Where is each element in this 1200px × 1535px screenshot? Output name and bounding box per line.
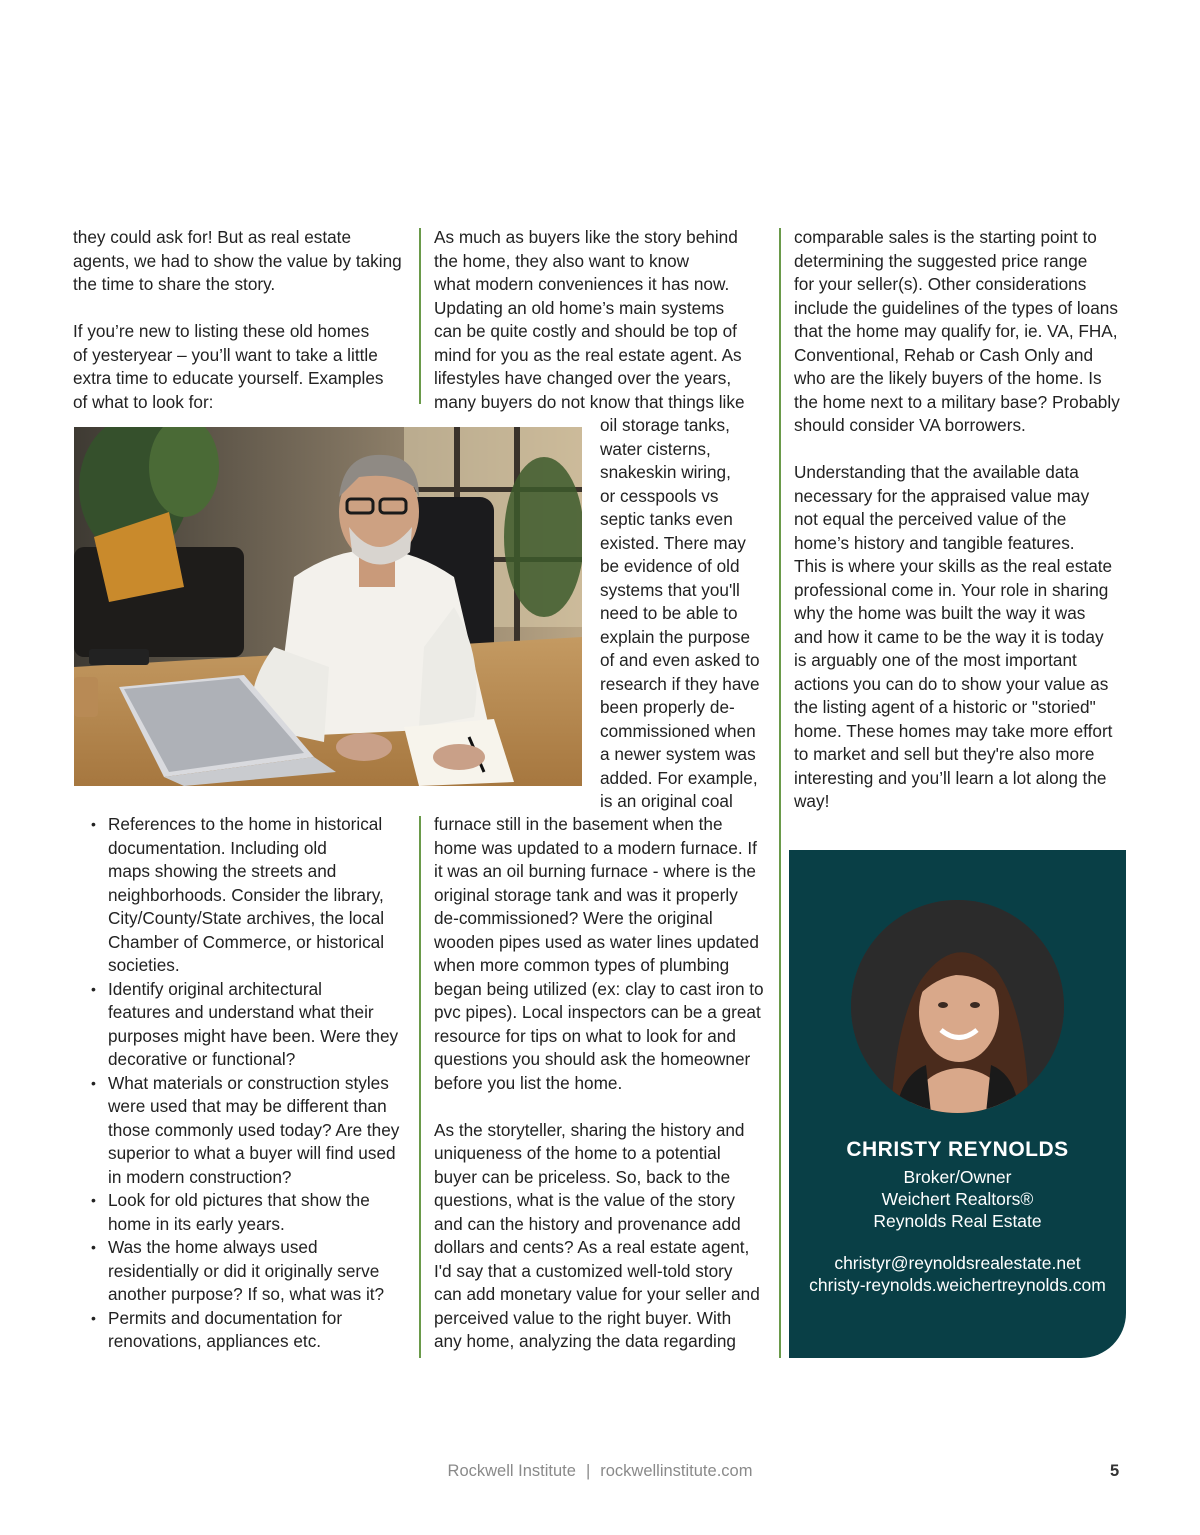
- article-column-2-lower: [434, 813, 779, 1354]
- article-photo-man-at-desk: [74, 427, 582, 786]
- list-item: • What materials or construction styles were used that may be different than those commonly used today? Are they superior to what a buyer will find used in modern construction?: [73, 1072, 418, 1190]
- list-item: • Was the home always used residentially or did it originally serve another purpose? If so, what was it?: [73, 1236, 418, 1307]
- agent-email[interactable]: christyr@reynoldsrealestate.net: [834, 1253, 1081, 1273]
- article-column-3: [794, 226, 1139, 814]
- list-item: • Identify original architectural features and understand what their purposes might have been. Were they decorative or functional?: [73, 978, 418, 1072]
- footer-separator: |: [585, 1462, 591, 1480]
- column-divider-1-top: [419, 228, 421, 404]
- col3-second-paragraph: Understanding that the available data necessary for the appraised value may not equal the perceived value of the home’s history and tangible features. This is where your skills as the real estate professional come in. Your role in sharing why the home was built the way it was and how it came to be the way it is today is arguably one of the most important actions you can do to show your value as the listing agent of a historic or "storied" home. These homes may take more effort to market and sell but they're also more interesting and you’ll learn a lot along the way!: [794, 462, 1113, 811]
- col2-top-paragraph: As much as buyers like the story behind the home, they also want to know what modern conveniences it has now. Updating an old home’s main systems can be quite costly and should be top of mind for you as the real estate agent. As lifestyles have changed over the years, many buyers do not know that things like: [434, 227, 745, 412]
- col3-first-paragraph: comparable sales is the starting point to determining the suggested price range for your seller(s). Other considerations include the guidelines of the types of loans that the home may qualify for, ie. VA, FHA, Conventional, Rehab or Cash Only and who are the likely buyers of the home. Is the home next to a military base? Probably should consider VA borrowers.: [794, 227, 1120, 435]
- list-item: • Look for old pictures that show the home in its early years.: [73, 1189, 418, 1236]
- agent-name: CHRISTY REYNOLDS: [846, 1138, 1069, 1161]
- article-column-1: [73, 226, 418, 414]
- article-column-2-top: [434, 226, 774, 414]
- list-item: • Permits and documentation for renovations, appliances etc.: [73, 1307, 418, 1354]
- avatar: [851, 900, 1064, 1113]
- man-at-desk-illustration: [74, 427, 582, 786]
- footer-site-link[interactable]: rockwellinstitute.com: [600, 1462, 753, 1480]
- tips-bullet-list-container: [73, 813, 418, 1354]
- column-divider-2: [779, 228, 781, 1358]
- col2-lower-paragraph: furnace still in the basement when the home was updated to a modern furnace. If it was an oil burning furnace - where is the original storage tank and was it properly de-commissioned? Were the original wooden pipes used as water lines updated when more common types of plumbing began being utilized (ex: clay to cast iron to pvc pipes). Local inspectors can be a great resource for tips on what to look for and questions you should ask the homeowner before you list the home.: [434, 814, 764, 1093]
- col1-intro-paragraph: they could ask for! But as real estate agents, we had to show the value by taking the time to share the story.: [73, 227, 402, 294]
- agent-title: Broker/Owner Weichert Realtors® Reynolds Real Estate: [873, 1167, 1042, 1231]
- col2-third-paragraph: As the storyteller, sharing the history and uniqueness of the home to a potential buyer can be priceless. So, back to the questions, what is the value of the story and can the history and provenance add dollars and cents? As a real estate agent, I'd say that a customized well-told story can add monetary value for your seller and perceived value to the right buyer. With any home, analyzing the data regarding: [434, 1119, 760, 1351]
- agent-profile-card: [789, 850, 1126, 1358]
- col2-wrap-text: oil storage tanks, water cisterns, snakeskin wiring, or cesspools vs septic tanks even existed. There may be evidence of old systems that you'll need to be able to explain the purpose of and even asked to research if they have been properly de- commissioned when a newer system was added. For example, is an original coal: [600, 415, 760, 811]
- agent-portrait-illustration: [851, 900, 1064, 1113]
- page-footer: [0, 1462, 1200, 1481]
- col1-second-paragraph: If you’re new to listing these old homes of yesteryear – you’ll want to take a little extra time to educate yourself. Examples of what to look for:: [73, 321, 384, 412]
- footer-org: Rockwell Institute: [447, 1462, 576, 1480]
- agent-website[interactable]: christy-reynolds.weichertreynolds.com: [809, 1275, 1106, 1295]
- agent-contact: [789, 1252, 1126, 1296]
- tips-bullet-list: [73, 813, 418, 1354]
- list-item: • References to the home in historical documentation. Including old maps showing the streets and neighborhoods. Consider the library, City/County/State archives, the local Chamber of Commerce, or historical societies.: [73, 813, 418, 978]
- column-divider-1-bottom: [419, 816, 421, 1358]
- page-number: 5: [1110, 1462, 1120, 1480]
